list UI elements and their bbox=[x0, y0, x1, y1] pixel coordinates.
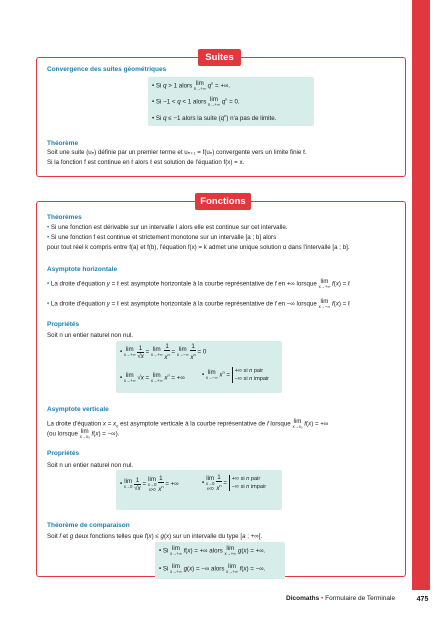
footer-subtitle: Formulaire de Terminale bbox=[325, 595, 396, 602]
conv-line-1: • Si q > 1 alors lim n→+∞ $q^n$ = +∞. bbox=[152, 80, 231, 91]
theoremes-1: • Si une fonction est dérivable sur un intervalle I alors elle est continue sur cet intervalle. bbox=[47, 224, 288, 231]
fonctions-tab: Fonctions bbox=[195, 193, 251, 210]
theoremes-2: • Si une fonction f est continue et strictement monotone sur un intervalle [a ; b] alors bbox=[47, 234, 277, 241]
proprietes2-formula-box bbox=[116, 470, 282, 510]
right-edge-bar bbox=[410, 0, 435, 619]
comparaison-formula-box bbox=[155, 542, 285, 579]
proprietes-intro: Soit n un entier naturel non nul. bbox=[47, 332, 133, 339]
right-red-stripe bbox=[412, 0, 430, 590]
asym-v-1: La droite d'équation $x = x_0$ est asymptote verticale à la courbe représentative de f lorsque lim x→x₀ f(x) = +∞ bbox=[47, 418, 329, 429]
conv-line-3: • Si q ≤ −1 alors la suite $(q^n)$ n'a pas de limite. bbox=[152, 113, 277, 123]
proprietes-formula-box bbox=[116, 341, 282, 393]
asym-v-2: (ou lorsque lim x→x₀ f(x) = −∞). bbox=[47, 428, 120, 439]
comparaison-intro: Soit f et g deux fonctions telles que f(x) ≤ g(x) sur un intervalle du type [a ; +∞[. bbox=[47, 533, 263, 540]
footer bbox=[286, 595, 395, 603]
footer-sep: • bbox=[319, 595, 326, 602]
theoremes-1-text: Si une fonction est dérivable sur un intervalle I alors elle est continue sur cet intervalle. bbox=[50, 224, 288, 231]
proprietes2-intro: Soit n un entier naturel non nul. bbox=[47, 462, 133, 469]
suites-tab: Suites bbox=[198, 49, 241, 66]
comp-line-2: • Si lim x→+∞ g(x) = −∞ alors lim x→+∞ f(x) = −∞. bbox=[159, 563, 266, 574]
prop2-formula-2: • lim x→0 x<0 $\frac{1}{x^n}$ = +∞ si n pair −∞ si n impair bbox=[202, 474, 267, 493]
prop-formula-2: • lim x→+∞ √x = lim x→+∞ $x^n$ = +∞ bbox=[120, 372, 185, 383]
footer-brand: Dicomaths bbox=[286, 595, 320, 602]
asym-h-heading: Asymptote horizontale bbox=[47, 266, 118, 273]
theoremes-2b-text: pour tout réel k compris entre f(a) et f(b), l'équation f(x) = k admet une unique solution α dans l'intervalle [a ; b]. bbox=[47, 244, 350, 251]
asym-h-2: • La droite d'équation y = ℓ est asymptote horizontale à la courbe représentative de f en −∞ lorsque lim x→−∞ f(x) = ℓ bbox=[47, 298, 351, 309]
prop-formula-1: • lim x→+∞ $\frac{1}{√x}$ = lim x→+∞ $\frac{1}{x^n}$ = lim x→−∞ $\frac{1}{x^n}$ = 0 bbox=[120, 343, 207, 362]
comp-line-1: • Si lim x→+∞ f(x) = +∞ alors lim x→+∞ g(x) = +∞. bbox=[159, 545, 266, 556]
proprietes-heading: Propriétés bbox=[47, 321, 80, 328]
prop-formula-3: • lim x→−∞ $x^n$ = +∞ si n pair −∞ si n impair bbox=[202, 368, 270, 382]
asym-h-1: • La droite d'équation y = ℓ est asymptote horizontale à la courbe représentative de f en +∞ lorsque lim x→+∞ f(x) = ℓ bbox=[47, 278, 351, 289]
convergence-heading: Convergence des suites géométriques bbox=[47, 66, 167, 73]
page-number: 475 bbox=[416, 596, 429, 603]
theoreme-heading: Théorème bbox=[47, 140, 79, 147]
theoreme-line-2: Si la fonction f est continue en ℓ alors ℓ est solution de l'équation f(x) = x. bbox=[47, 159, 245, 166]
theoremes-2a-text: Si une fonction f est continue et strictement monotone sur un intervalle [a ; b] alors bbox=[50, 234, 277, 241]
proprietes2-heading: Propriétés bbox=[47, 450, 80, 457]
comparaison-heading: Théorème de comparaison bbox=[47, 522, 130, 529]
conv-line-2: • Si −1 < q < 1 alors lim n→+∞ $q^n = 0$. bbox=[152, 96, 240, 107]
convergence-formula-box bbox=[148, 77, 314, 126]
prop2-formula-1: • lim x→0 $\frac{1}{√x}$ = lim x→0 x>0 $\frac{1}{x^n}$ = +∞ bbox=[120, 475, 179, 494]
theoreme-line-1: Soit une suite (uₙ) définie par un premier terme et uₙ₊₁ = f(uₙ) convergente vers un limite finie ℓ. bbox=[47, 149, 307, 156]
theoremes-heading: Théorèmes bbox=[47, 214, 82, 221]
asym-v-heading: Asymptote verticale bbox=[47, 406, 109, 413]
